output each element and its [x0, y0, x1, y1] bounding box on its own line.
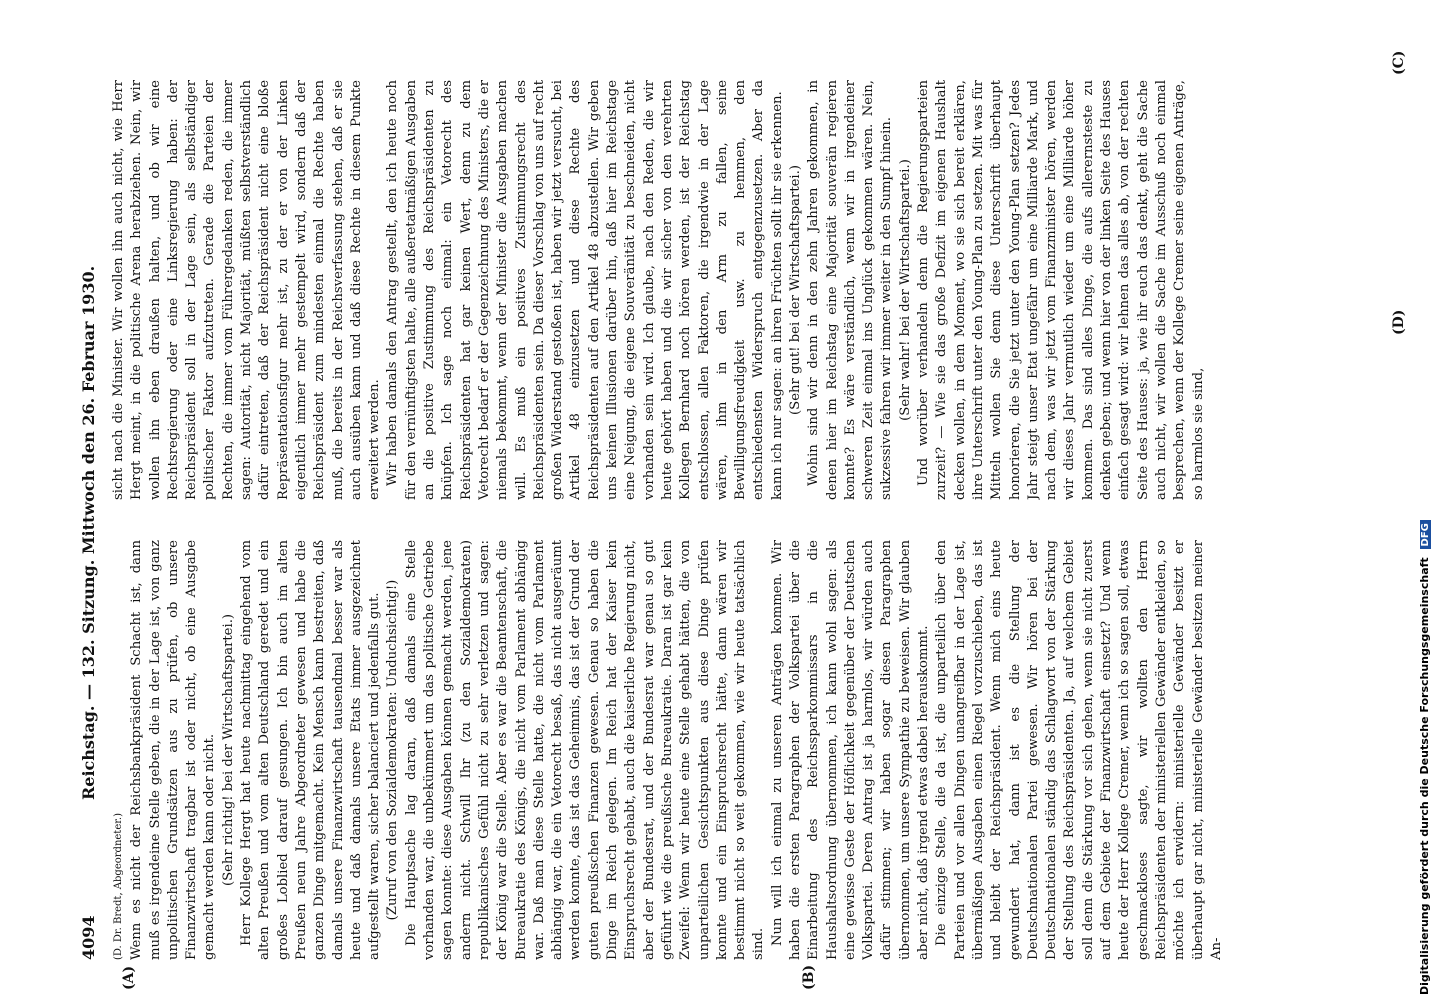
speaker-label: (D. Dr. Bredt, Abgeordneter.) [113, 812, 124, 960]
interjection: (Zuruf von den Sozialdemokraten: Unduchsichtig!) [385, 579, 401, 921]
page-header [80, 20, 104, 960]
left-text-column [110, 540, 1410, 960]
interjection: (Sehr gut! bei der Wirtschaftspartei.) [787, 165, 803, 415]
rotated-document-page [79, 20, 1410, 990]
margin-marker-a: (A) [121, 965, 137, 990]
funding-credit-text: Digitalisierung gefördert durch die Deutsche Forschungsgemeinschaft [1418, 557, 1431, 995]
dfg-logo: DFG [1420, 520, 1431, 549]
paragraph: Wir haben damals den Antrag gestellt, den ich heute noch für den vernünftigsten halte, alle außeretatmäßigen Ausgaben an die positive Zustimmung des Reichspräsidenten zu knüpfen. Ich sage noch einmal: ein Vetorecht des Reichspräsidenten hat gar keinen Wert, denn zu dem Vetorecht bedarf er der Gegenzeichnung des Ministers, die er niemals bekommt, wenn der Minister die Ausgaben machen will. Es muß ein positives Zustimmungsrecht des Reichspräsidenten sein. Da dieser Vorschlag von uns auf recht großen Widerstand gestoßen ist, haben wir jetzt versucht, bei Artikel 48 einzusetzen und diese Rechte des Reichspräsidenten auf den Artikel 48 abzustellen. Wir geben uns keinen Illusionen darüber hin, daß hier im Reichstage eine Neigung, die eigene Souveränität zu beschneiden, nicht vorhanden sein wird. Ich glaube, nach den Reden, die wir heute gehört haben und die wir sicher von den verehrten Kollegen Bernhard noch hören werden, ist der Reichstag entschlossen, allen Faktoren, die irgendwie in der Lage wären, ihm in den Arm zu fallen, seine Bewilligungsfreudigkeit usw. zu hemmen, den entschiedensten Widerspruch entgegenzusetzen. Aber da kann ich nur sagen: an ihren Früchten sollt ihr sie erkennen. [385, 80, 785, 500]
funding-credit [1418, 5, 1434, 995]
margin-marker-c: (C) [1391, 50, 1407, 75]
paragraph: Wohin sind wir denn in den zehn Jahren gekommen, in denen hier im Reichstag eine Majorität souverän regieren konnte? Es wäre verständlich, wenn wir in irgendeiner schweren Zeit einmal ins Unglück gekommen wären. Nein, sukzessive fahren wir immer weiter in den Sumpf hinein. [806, 80, 895, 500]
margin-marker-d: (D) [1391, 309, 1407, 335]
paragraph: Wenn es nicht der Reichsbankpräsident Schacht ist, dann muß es irgendeine Stelle geben, die in der Lage ist, von ganz unpolitischen Grundsätzen aus zu prüfen, ob unsere Finanzwirtschaft tragbar ist oder nicht, ob eine Ausgabe gemacht werden kann oder nicht. [129, 540, 218, 960]
page-number: 4094 [79, 915, 98, 960]
interjection: (Sehr wahr! bei der Wirtschaftspartei.) [897, 159, 913, 421]
paragraph: Die einzige Stelle, die da ist, die unparteilich über den Parteien und vor allen Dingen unangreifbar in der Lage ist, übermäßigen Ausgaben einen Riegel vorzuschieben, das ist und bleibt der Reichspräsident. Wenn mich eins heute gewundert hat, dann ist es die Stellung der Deutschnationalen Partei gewesen. Wir hören bei der Deutschnationalen ständig das Schlagwort von der Stärkung der Stellung des Reichspräsidenten. Ja, auf welchem Gebiet soll denn die Stärkung vor sich gehen, wenn sie nicht zuerst auf dem Gebiete der Finanzwirtschaft einsetzt? Und wenn heute der Herr Kollege Cremer, wenn ich so sagen soll, etwas geschmackloses sagte, wir wollten den Herrn Reichspräsidenten der ministeriellen Gewänder entkleiden, so möchte ich erwidern: ministerielle Gewänder besitzt er überhaupt gar nicht, ministerielle Gewänder besitzen meiner An- [934, 540, 1224, 960]
paragraph: Herr Kollege Hergt hat heute nachmittag eingehend vom alten Preußen und vom alten Deutschland geredet und ein großes Loblied darauf gesungen. Ich bin auch im alten Preußen neun Jahre Abgeordneter gewesen und habe die ganzen Dinge mitgemacht. Kein Mensch kann bestreiten, daß damals unsere Finanzwirtschaft tausendmal besser war als heute und daß damals unsere Etats immer ausgezeichnet aufgestellt waren, sicher balanciert und jedenfalls gut. [239, 540, 383, 960]
paragraph: sicht nach die Minister. Wir wollen ihn auch nicht, wie Herr Hergt meint, in die politische Arena herabziehen. Nein, wir wollen ihn eben draußen halten, und ob wir eine Rechtsregierung oder eine Linksregierung haben: der Reichspräsident soll in der Lage sein, als selbständiger politischer Faktor aufzutreten. Gerade die Parteien der Rechten, die immer vom Führergedanken reden, die immer sagen: Autorität, nicht Majorität, müßten selbstverständlich dafür eintreten, daß der Reichspräsident nicht eine bloße Repräsentationsfigur mehr ist, zu der er von der Linken eigentlich immer mehr gestempelt wird, sondern daß der Reichspräsident zum mindesten einmal die Rechte haben muß, die bereits in der Reichsverfassung stehen, daß er sie auch ausüben kann und daß diese Rechte in diesem Punkte erweitert werden. [111, 80, 383, 500]
interjection: (Sehr richtig! bei der Wirtschaftspartei.) [220, 613, 236, 887]
paragraph: Die Hauptsache lag daran, daß damals eine Stelle vorhanden war, die unbekümmert um das politische Getriebe sagen konnte: diese Ausgaben können gemacht werden, jene andern nicht. Schwill Ihr (zu den Sozialdemokraten) republikanisches Gefühl nicht zu sehr verletzen und sagen: der König war die Stelle. Aber es war die Beamtenschaft, die Bureaukratie des Königs, die nicht vom Parlament abhängig war. Daß man diese Stelle hatte, die nicht vom Parlament abhängig war, die ein Vetorecht besaß, das nicht ausgeräumt werden konnte, das ist das Geheimnis, das ist der Grund der guten preußischen Finanzen gewesen. Genau so haben die Dinge im Reich gelegen. Im Reich hat der Kaiser kein Einspruchsrecht gehabt, auch die kaiserliche Regierung nicht, aber der Bundesrat, und der Bundesrat war genau so gut geführt wie die preußische Bureaukratie. Daran ist gar kein Zweifel: Wenn wir heute eine Stelle gehabt hätten, die von unparteilichen Gesichtspunkten aus diese Dinge prüfen konnte und ein Einspruchsrecht hätte, dann wären wir bestimmt nicht so weit gekommen, wie wir heute tatsächlich sind. [403, 540, 767, 960]
margin-marker-b: (B) [801, 964, 817, 990]
right-text-column [110, 80, 1410, 500]
running-head: Reichstag. — 132. Sitzung. Mittwoch den 26. Februar 1930. [79, 265, 98, 800]
paragraph: Nun will ich einmal zu unseren Anträgen kommen. Wir haben die ersten Paragraphen der Volkspartei über die Einarbeitung des Reichssparkommissars in die Haushaltsordnung übernommen, ich kann wohl sagen: als eine gewisse Geste der Höflichkeit gegenüber der Deutschen Volkspartei. Deren Antrag ist ja harmlos, wir würden auch dafür stimmen; wir haben sogar diesen Paragraphen übernommen, um unsere Sympathie zu beweisen. Wir glauben aber nicht, daß irgend etwas dabei herauskommt. [769, 540, 932, 960]
paragraph: Und worüber verhandeln denn die Regierungsparteien zurzeit? — Wie sie das große Defizit im eigenen Haushalt decken wollen, in dem Moment, wo sie sich bereit erklären, ihre Unterschrift unter den Young-Plan zu setzen. Mit was für Mitteln wollen Sie denn diese Unterschrift überhaupt honorieren, die Sie jetzt unter den Young-Plan setzen? Jedes Jahr steigt unser Etat ungefähr um eine Milliarde Mark, und nach dem, was wir jetzt vom Finanzminister hören, werden wir dieses Jahr vermutlich wieder um eine Milliarde höher kommen. Das sind alles Dinge, die aufs allerernsteste zu denken geben; und wenn hier von der linken Seite des Hauses einfach gesagt wird: wir lehnen das alles ab, von der rechten Seite des Hauses: ja, wie ihr euch das denkt, geht die Sache auch nicht, wir wollen die Sache im Ausschuß noch einmal besprechen, wenn der Kollege Cremer seine eigenen Anträge, so harmlos sie sind, [916, 80, 1206, 500]
